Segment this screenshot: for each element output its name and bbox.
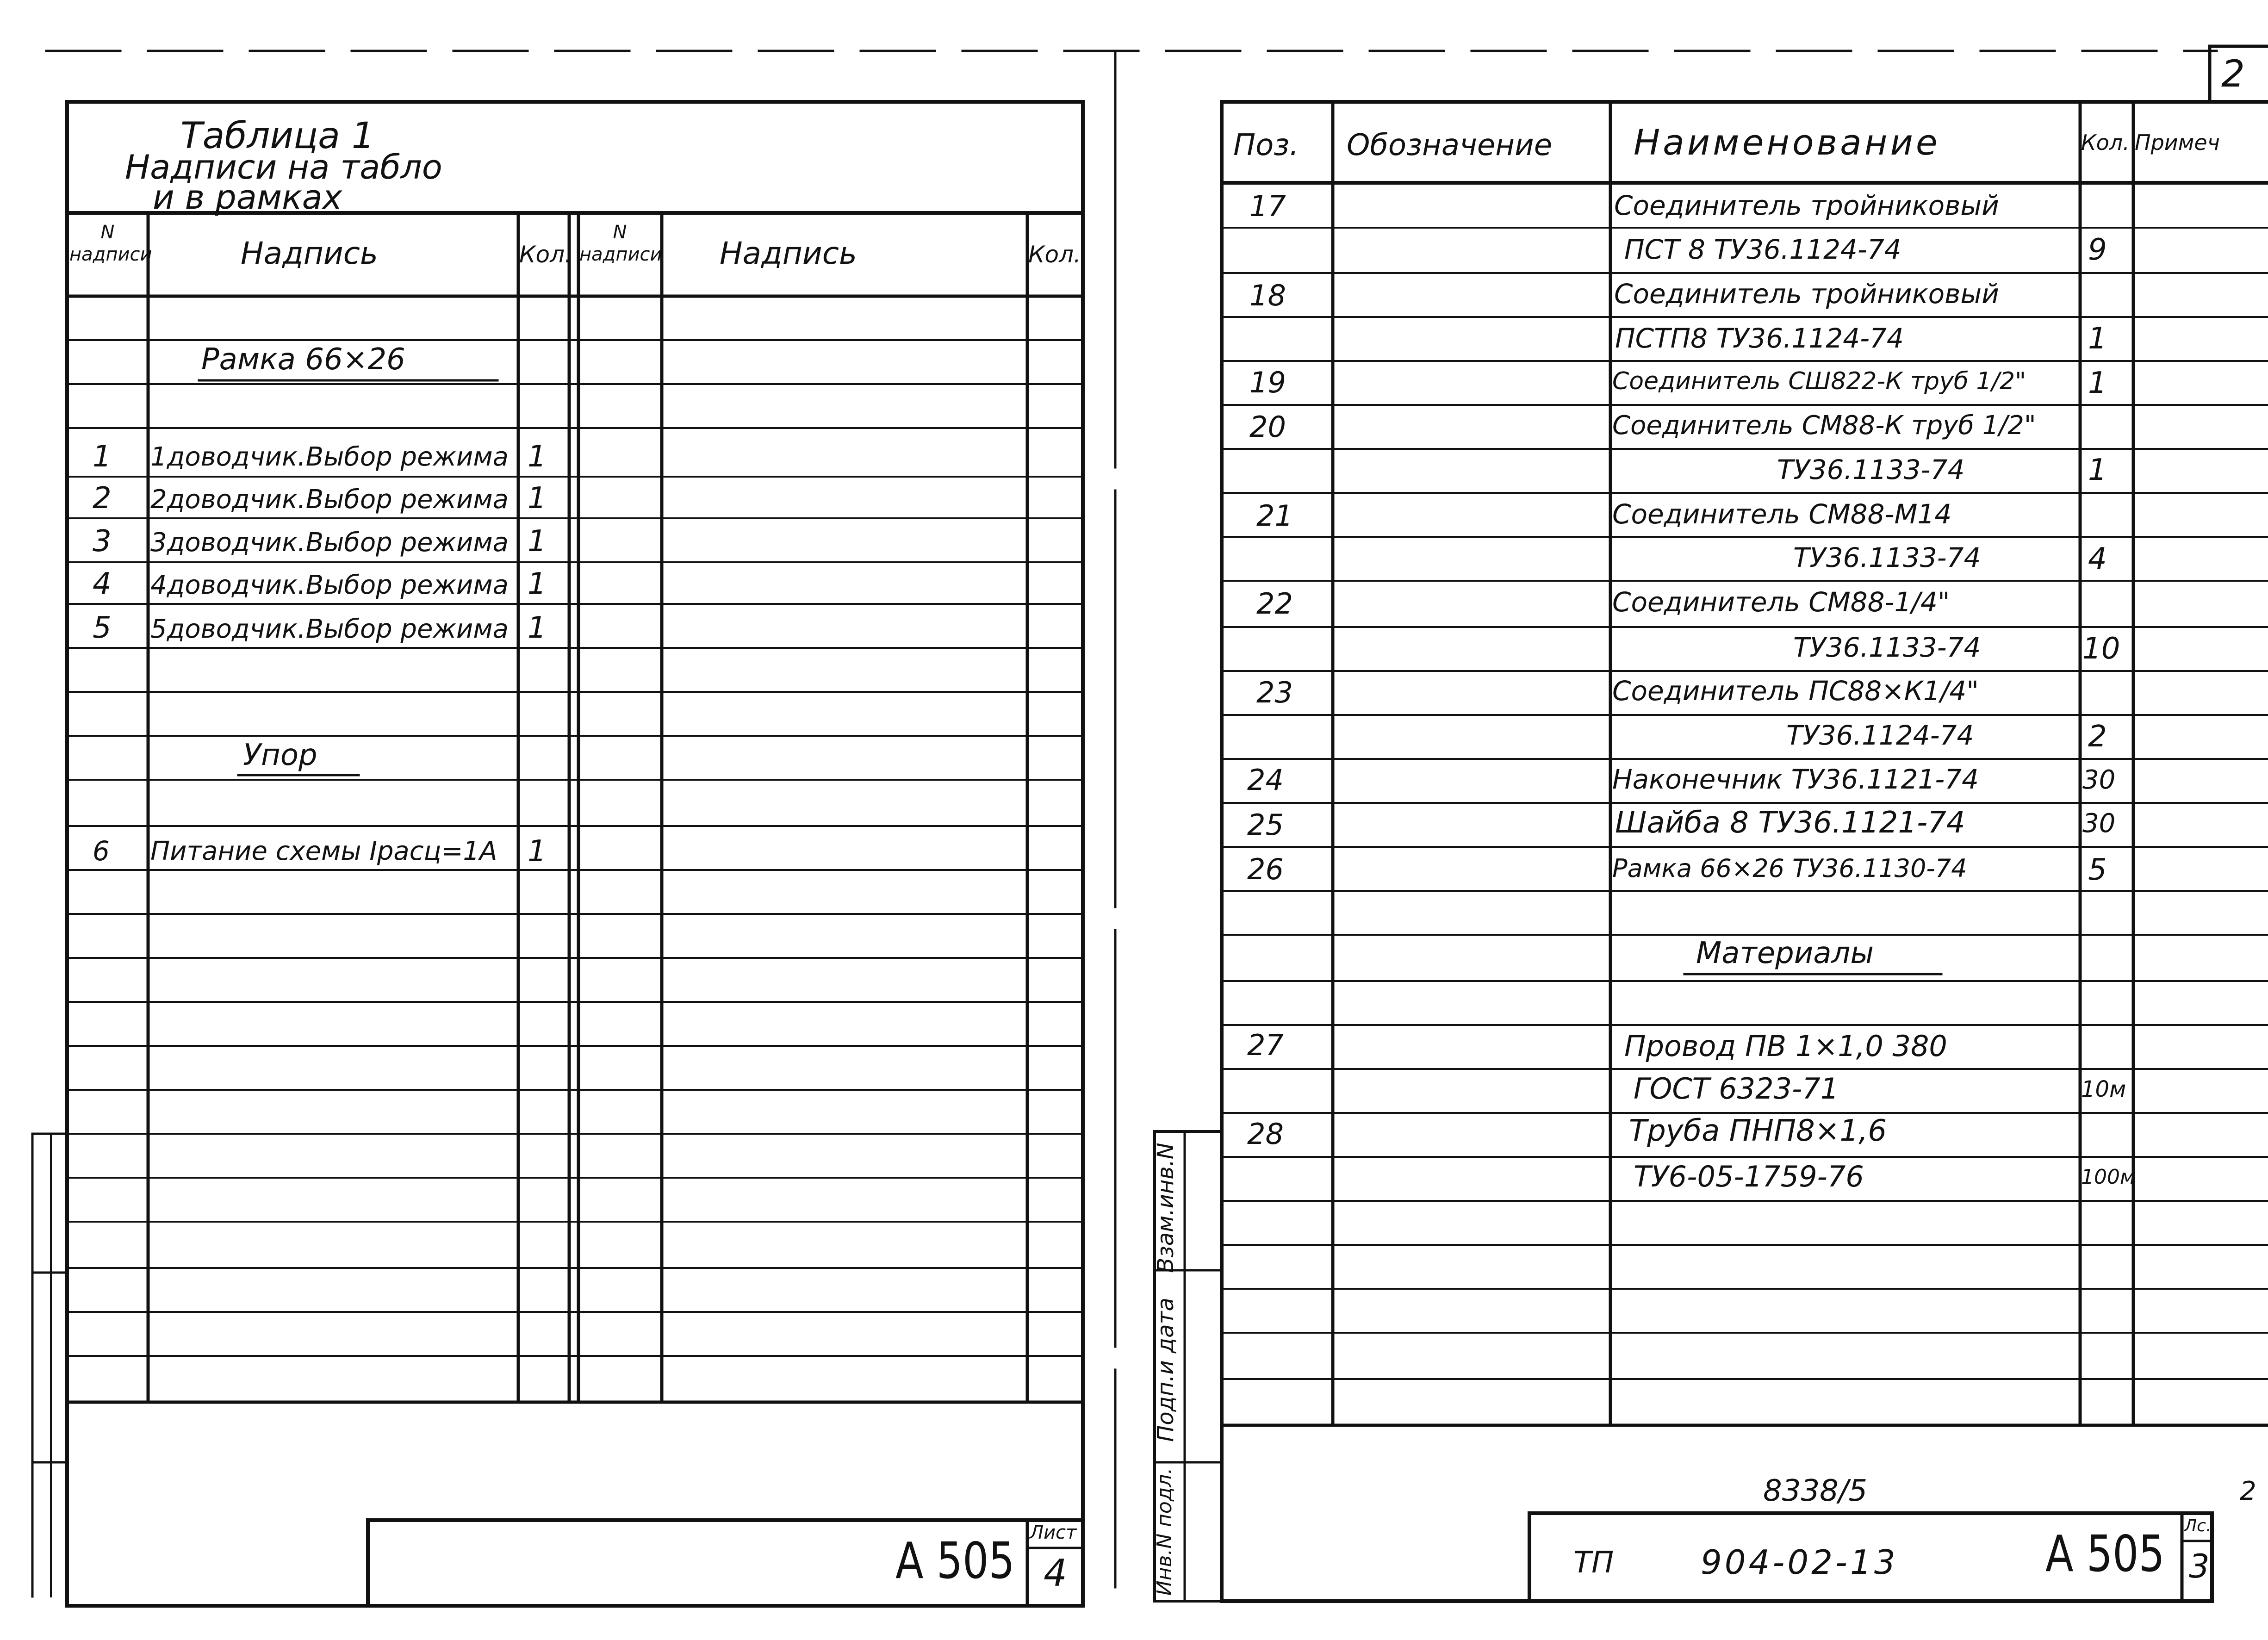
row-pos: 23 (1256, 676, 1293, 709)
row-pos: 26 (1247, 852, 1284, 886)
stamp-sheet-label: Лс. (2184, 1516, 2212, 1535)
row-text: 1доводчик.Выбор режима (150, 442, 509, 472)
row-text: 2доводчик.Выбор режима (150, 485, 509, 515)
row-qty: 1 (528, 611, 547, 645)
row-pos: 20 (1249, 410, 1286, 444)
section-materials-title: Материалы (1696, 936, 1874, 970)
row-name: ТУ36.1124-74 (1786, 720, 1974, 751)
archive-corner-number: 2 (2240, 1476, 2256, 1506)
row-name: Соединитель СМ88-М14 (1612, 498, 1952, 530)
table-subtitle: Надписи на табло (125, 148, 442, 186)
header-text: Надпись (241, 236, 378, 271)
row-name: ТУ6-05-1759-76 (1634, 1160, 1864, 1193)
stamp-code: А 505 (2045, 1525, 2165, 1583)
header-pos: Поз. (1233, 128, 1299, 162)
row-name: Труба ПНП8×1,6 (1629, 1114, 1887, 1148)
header-qty: Кол. (519, 241, 572, 268)
row-qty: 1 (528, 567, 547, 601)
header-num-2: N надписи (579, 222, 662, 265)
row-qty: 10м (2081, 1076, 2126, 1102)
row-name: Соединитель СШ822-К труб 1/2" (1612, 367, 2026, 395)
row-qty: 4 (2088, 542, 2107, 576)
stamp-code: А 505 (895, 1532, 1015, 1590)
row-qty: 1 (528, 481, 547, 516)
row-qty: 30 (2082, 765, 2116, 795)
row-pos: 25 (1247, 808, 1284, 842)
row-pos: 27 (1247, 1028, 1284, 1062)
row-name: ТУ36.1133-74 (1793, 542, 1981, 573)
archive-number: 8338/5 (1763, 1474, 1868, 1508)
row-name: ТУ36.1133-74 (1777, 454, 1965, 485)
row-name: Соединитель СМ88-1/4" (1612, 586, 1950, 618)
row-name: Соединитель тройниковый (1614, 190, 1999, 221)
header-note: Примеч (2135, 130, 2220, 155)
row-pos: 18 (1249, 279, 1286, 312)
row-qty: 1 (2088, 453, 2107, 487)
row-pos: 22 (1256, 587, 1293, 621)
row-name: ГОСТ 6323-71 (1634, 1072, 1839, 1106)
row-name: Наконечник ТУ36.1121-74 (1612, 764, 1979, 795)
row-text: 4доводчик.Выбор режима (150, 570, 509, 600)
header-name: Наименование (1634, 122, 1940, 163)
page-corner-number: 2 (2221, 52, 2245, 95)
row-qty: 1 (2088, 366, 2107, 400)
row-num: 2 (93, 481, 112, 516)
row-num: 5 (93, 611, 112, 645)
row-num: 1 (93, 440, 112, 474)
row-qty: 100м (2081, 1165, 2136, 1189)
section-stop-title: Упор (243, 738, 317, 772)
row-text: 3доводчик.Выбор режима (150, 528, 509, 558)
row-pos: 17 (1249, 189, 1286, 223)
header-num: N надписи (69, 222, 152, 265)
table-subtitle-2: и в рамках (153, 178, 342, 217)
row-name: Соединитель СМ88-К труб 1/2" (1612, 410, 2036, 441)
row-name: ПСТП8 ТУ36.1124-74 (1615, 323, 1904, 354)
stamp-tp: ТП (1573, 1546, 1614, 1580)
row-name: Провод ПВ 1×1,0 380 (1624, 1029, 1947, 1063)
row-name: Шайба 8 ТУ36.1121-74 (1615, 806, 1965, 840)
header-designation: Обозначение (1347, 128, 1553, 162)
row-text: Питание схемы Ірасц=1А (150, 836, 497, 866)
table-title: Таблица 1 (180, 115, 375, 157)
row-pos: 19 (1249, 366, 1286, 399)
row-num: 3 (93, 524, 112, 559)
row-name: Соединитель тройниковый (1614, 278, 1999, 310)
row-num: 6 (93, 835, 110, 867)
stamp-sheet-number: 4 (1044, 1552, 1067, 1595)
side-label-sign-date: Подп.и дата (1153, 1298, 1179, 1442)
row-qty: 1 (528, 524, 547, 559)
row-name: ТУ36.1133-74 (1793, 632, 1981, 663)
section-frame-title: Рамка 66×26 (201, 342, 405, 377)
row-pos: 24 (1247, 763, 1284, 797)
row-qty: 5 (2088, 853, 2107, 887)
row-qty: 30 (2082, 808, 2116, 839)
row-qty: 1 (528, 834, 547, 869)
header-qty: Кол. (2081, 130, 2130, 155)
row-qty: 1 (2088, 322, 2107, 356)
row-qty: 2 (2088, 720, 2107, 754)
row-name: ПСТ 8 ТУ36.1124-74 (1624, 234, 1901, 265)
row-qty: 1 (528, 440, 547, 474)
side-label-interchange: Взам.инв.N (1153, 1143, 1179, 1273)
row-name: Соединитель ПС88×К1/4" (1612, 675, 1979, 707)
row-name: Рамка 66×26 ТУ36.1130-74 (1612, 854, 1967, 883)
row-num: 4 (93, 567, 112, 601)
stamp-sheet-label: Лист (1030, 1522, 1077, 1543)
side-label-inv-sub: Инв.N подл. (1153, 1467, 1176, 1596)
stamp-number: 904-02-13 (1701, 1543, 1898, 1582)
row-text: 5доводчик.Выбор режима (150, 614, 509, 644)
header-text-2: Надпись (720, 236, 857, 271)
header-qty-2: Кол. (1028, 241, 1081, 268)
row-qty: 9 (2088, 233, 2107, 267)
stamp-sheet-number: 3 (2189, 1547, 2210, 1585)
row-qty: 10 (2082, 632, 2120, 666)
row-pos: 21 (1256, 499, 1293, 533)
row-pos: 28 (1247, 1117, 1284, 1151)
